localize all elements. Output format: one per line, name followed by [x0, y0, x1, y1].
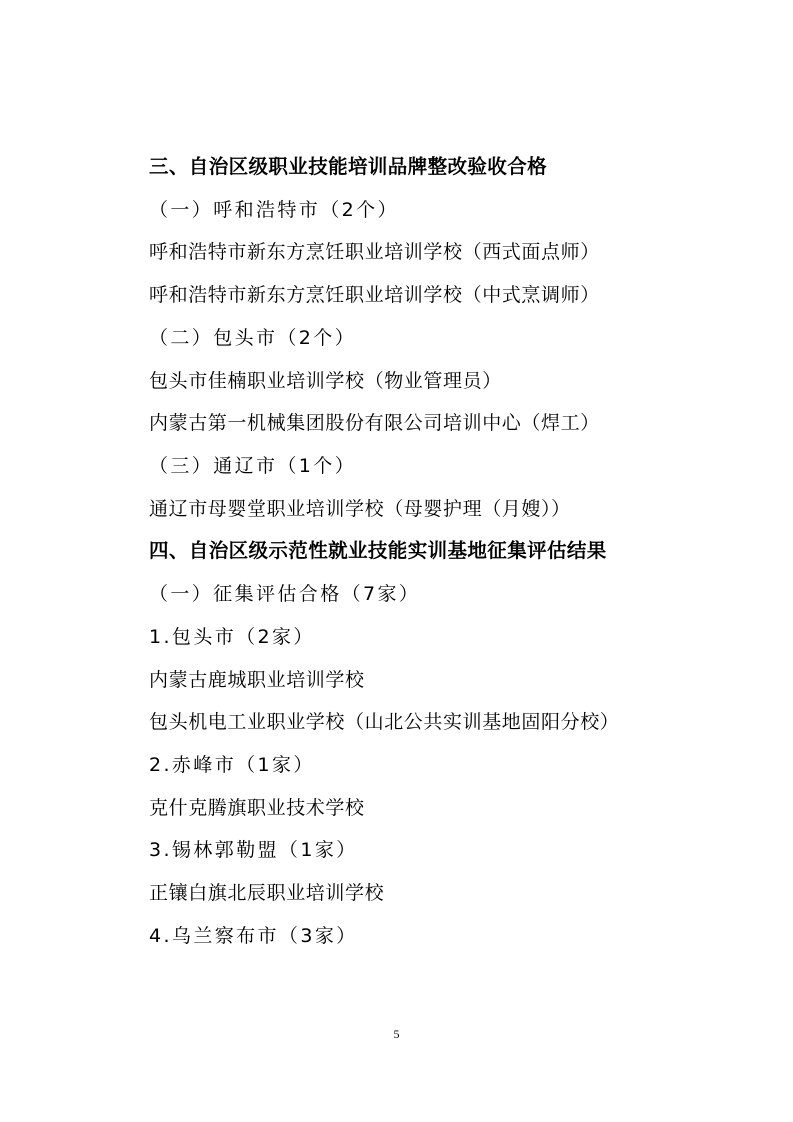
subgroup-title: 4.乌兰察布市（3家） — [149, 925, 358, 947]
list-item: 包头市佳楠职业培训学校（物业管理员） — [149, 370, 502, 392]
group-title: （一）征集评估合格（7家） — [149, 583, 421, 605]
group-title: （三）通辽市（1个） — [149, 455, 357, 477]
group-title: （一）呼和浩特市（2个） — [149, 199, 399, 221]
page-number: 5 — [393, 1027, 400, 1041]
list-item: 正镶白旗北辰职业培训学校 — [149, 882, 385, 904]
section-heading: 四、自治区级示范性就业技能实训基地征集评估结果 — [149, 539, 607, 562]
subgroup-title: 1.包头市（2家） — [149, 626, 315, 648]
list-item: 包头机电工业职业学校（山北公共实训基地固阳分校） — [149, 711, 620, 733]
list-item: 内蒙古第一机械集团股份有限公司培训中心（焊工） — [149, 412, 600, 434]
group-title: （二）包头市（2个） — [149, 327, 357, 349]
list-item: 呼和浩特市新东方烹饪职业培训学校（中式烹调师） — [149, 284, 600, 306]
subgroup-title: 2.赤峰市（1家） — [149, 754, 315, 776]
section-heading: 三、自治区级职业技能培训品牌整改验收合格 — [149, 155, 548, 178]
list-item: 呼和浩特市新东方烹饪职业培训学校（西式面点师） — [149, 241, 600, 263]
list-item: 克什克腾旗职业技术学校 — [149, 797, 365, 819]
list-item: 通辽市母婴堂职业培训学校（母婴护理（月嫂）） — [149, 498, 571, 520]
list-item: 内蒙古鹿城职业培训学校 — [149, 669, 365, 691]
subgroup-title: 3.锡林郭勒盟（1家） — [149, 839, 358, 861]
